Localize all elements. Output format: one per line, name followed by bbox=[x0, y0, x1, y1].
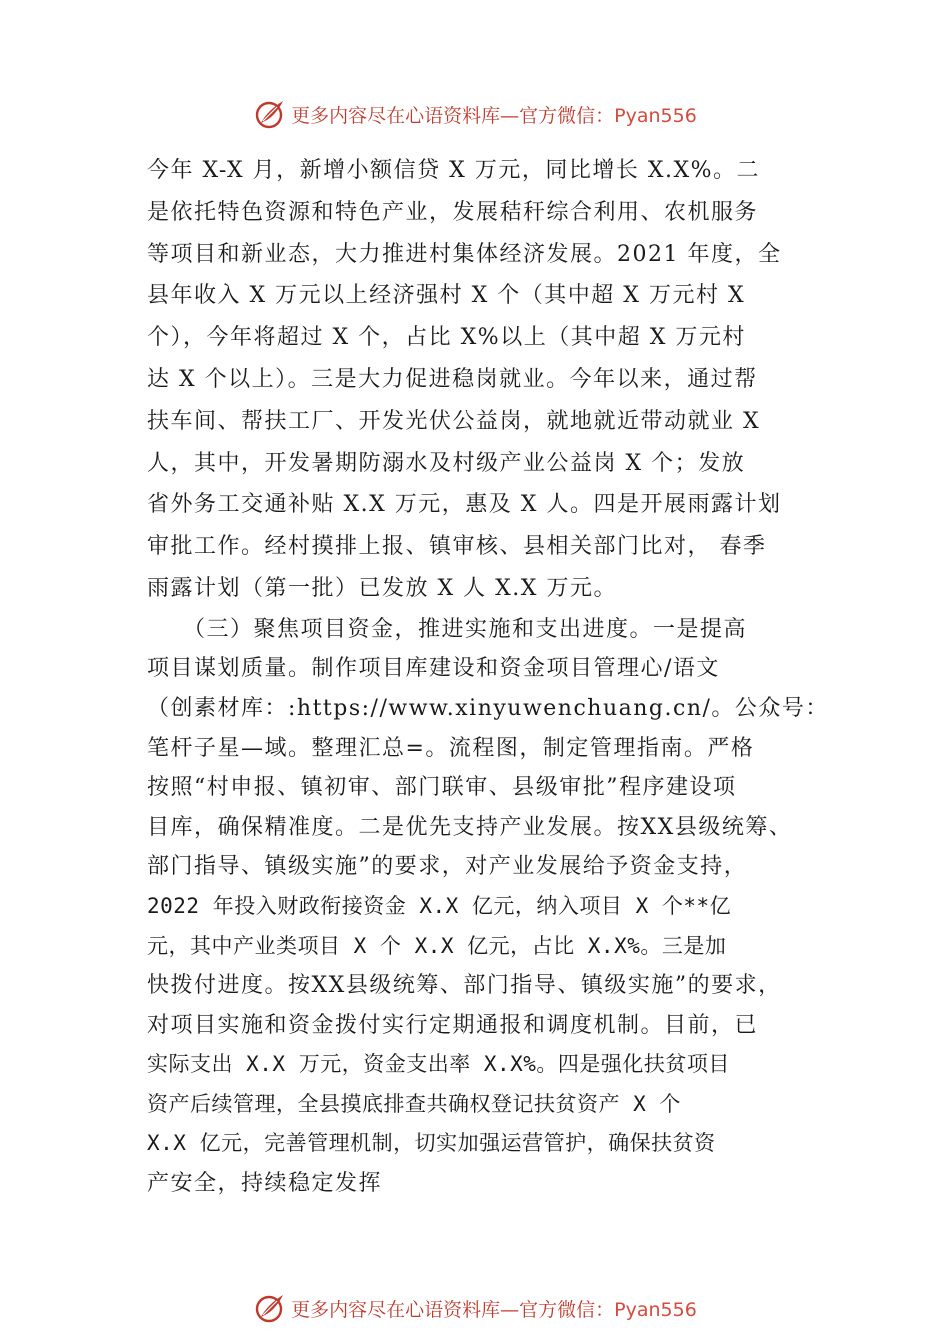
wechat-id: Pyan556 bbox=[614, 1298, 697, 1321]
text-line: 快拨付进度。按XX县级统筹、部门指导、镇级实施”的要求， bbox=[147, 973, 782, 999]
text-line: 雨露计划（第一批）已发放 X 人 X.X 万元。 bbox=[147, 575, 617, 601]
text-line: 达 X 个以上）。三是大力促进稳岗就业。今年以来，通过帮 bbox=[147, 366, 758, 392]
watermark-text: 更多内容尽在心语资料库—官方微信：Pyan556 bbox=[291, 104, 697, 127]
quill-logo-icon bbox=[253, 1291, 287, 1325]
text-line: 产安全，持续稳定发挥 bbox=[147, 1171, 383, 1197]
text-line: 元，其中产业类项目 X 个 X.X 亿元，占比 X.X%。三是加 bbox=[147, 933, 727, 958]
paragraph-1 bbox=[147, 150, 847, 610]
text-line: 资产后续管理，全县摸底排查共确权登记扶贫资产 X 个 bbox=[147, 1091, 681, 1116]
text-line: 等项目和新业态，大力推进村集体经济发展。2021 年度，全 bbox=[147, 241, 782, 267]
text-line: 部门指导、镇级实施”的要求，对产业发展给予资金支持， bbox=[147, 854, 748, 880]
text-line: 按照“村申报、镇初审、部门联审、县级审批”程序建设项 bbox=[147, 775, 737, 801]
text-line: 是依托特色资源和特色产业，发展秸秆综合利用、农机服务 bbox=[147, 199, 759, 225]
watermark-text: 更多内容尽在心语资料库—官方微信：Pyan556 bbox=[291, 1298, 697, 1321]
text-line: 目库，确保精准度。二是优先支持产业发展。按XX县级统筹、 bbox=[147, 814, 793, 840]
document-body bbox=[147, 150, 847, 1204]
quill-logo-icon bbox=[253, 97, 287, 131]
section-heading-line: （三）聚焦项目资金，推进实施和支出进度。一是提高 bbox=[147, 616, 748, 642]
text-line: 今年 X-X 月，新增小额信贷 X 万元，同比增长 X.X%。二 bbox=[147, 158, 761, 183]
text-line: 项目谋划质量。制作项目库建设和资金项目管理心/语文 bbox=[147, 656, 720, 682]
wechat-id: Pyan556 bbox=[614, 104, 697, 127]
header-watermark bbox=[0, 94, 950, 134]
text-line: （创素材库：:https://www.xinyuwenchuang.cn/。公众号： bbox=[147, 695, 829, 721]
text-line: 个），今年将超过 X 个，占比 X%以上（其中超 X 万元村 bbox=[147, 325, 746, 351]
footer-watermark bbox=[0, 1288, 950, 1328]
text-line: X.X 亿元，完善管理机制，切实加强运营管护，确保扶贫资 bbox=[147, 1131, 716, 1156]
text-line: 县年收入 X 万元以上经济强村 X 个（其中超 X 万元村 X bbox=[147, 283, 746, 309]
text-line: 实际支出 X.X 万元，资金支出率 X.X%。四是强化扶贫项目 bbox=[147, 1052, 730, 1077]
text-line: 笔杆子星—域。整理汇总=。流程图，制定管理指南。严格 bbox=[147, 735, 755, 761]
text-line: 省外务工交通补贴 X.X 万元，惠及 X 人。四是开展雨露计划 bbox=[147, 492, 782, 518]
text-line: 扶车间、帮扶工厂、开发光伏公益岗，就地就近带动就业 X bbox=[147, 408, 761, 434]
paragraph-2 bbox=[147, 610, 847, 1204]
text-line: 对项目实施和资金拨付实行定期通报和调度机制。目前，已 bbox=[147, 1012, 759, 1038]
text-line: 2022 年投入财政衔接资金 X.X 亿元，纳入项目 X 个**亿 bbox=[147, 893, 732, 918]
text-line: 审批工作。经村摸排上报、镇审核、县相关部门比对， 春季 bbox=[147, 534, 767, 560]
text-line: 人，其中，开发暑期防溺水及村级产业公益岗 X 个；发放 bbox=[147, 450, 746, 476]
